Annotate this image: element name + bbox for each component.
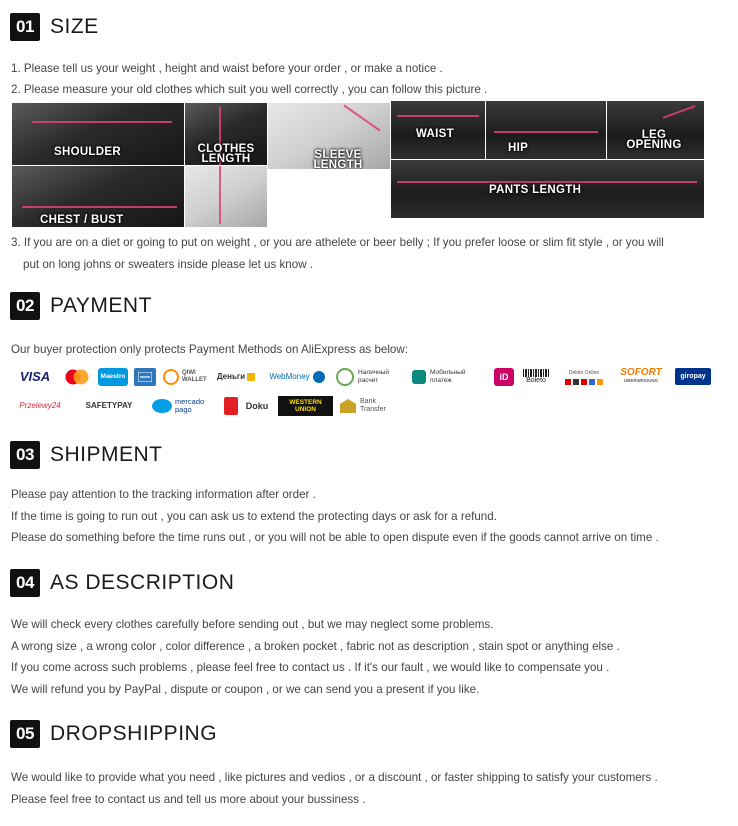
boleto-label: Boleto <box>526 377 546 384</box>
photo-label-leg-opening-1: LEG <box>641 129 667 141</box>
mercadopago-logo <box>152 395 218 417</box>
cash-label-2: расчет <box>358 377 379 384</box>
size-line-3b: put on long johns or sweaters inside please let us know . <box>23 258 314 271</box>
debito-label: Débito Online <box>568 370 600 376</box>
sofort-logo <box>616 366 666 388</box>
shipment-line-2: If the time is going to run out , you can ask us to extend the protecting days or ask for a refund. <box>11 510 497 523</box>
dropshipping-line-2: Please feel free to contact us and tell us more about your bussiness . <box>11 793 366 806</box>
przelewy-logo: Przelewy24 <box>19 401 61 410</box>
photo-clothes-length <box>185 103 267 165</box>
description-line-1: We will check every clothes carefully before sending out , but we may neglect some problems. <box>11 618 494 631</box>
photo-sleeve-length <box>268 103 390 169</box>
photo-waist <box>391 101 485 159</box>
bank-transfer-logo <box>340 395 400 417</box>
section-number: 03 <box>10 441 40 469</box>
amex-logo <box>134 368 156 386</box>
photo-label-shoulder: SHOULDER <box>54 146 121 158</box>
section-title: SIZE <box>50 15 99 38</box>
cash-icon <box>336 368 354 386</box>
western-union-logo <box>278 396 333 416</box>
shipment-line-3: Please do something before the time runs out , or you will not be able to open dispute even if the goods cannot arrive on time . <box>11 531 659 544</box>
qiwi-icon <box>163 369 179 385</box>
photo-label-waist: WAIST <box>416 128 454 140</box>
dropshipping-line-1: We would like to provide what you need , like pictures and vedios , or a discount , or faster shipping to satisfy your customers . <box>11 771 658 784</box>
size-line-3a: 3. If you are on a diet or going to put on weight , or you are athelete or beer belly ; If you prefer loose or slim fit style , or you will <box>11 236 664 249</box>
bank-icon <box>340 399 356 413</box>
section-title: SHIPMENT <box>50 443 163 466</box>
section-header-description <box>10 569 234 597</box>
mercado-label-2: pago <box>175 405 192 414</box>
bank-label-1: Bank <box>360 398 376 405</box>
mobile-label-2: платеж <box>430 377 452 384</box>
description-line-2: A wrong size , a wrong color , color difference , a broken pocket , fabric not as description , stain spot or anything else . <box>11 640 620 653</box>
section-header-size <box>10 13 99 41</box>
size-line-1: 1. Please tell us your weight , height and waist before your order , or make a notice . <box>11 62 443 75</box>
ideal-logo: iD <box>494 368 514 386</box>
photo-label-sleeve-length-2: LENGTH <box>313 159 363 169</box>
webmoney-logo <box>264 368 330 386</box>
mobile-payment-logo <box>412 366 488 388</box>
photo-clothes-length-back <box>185 166 267 227</box>
photo-label-chest: CHEST / BUST <box>40 214 124 226</box>
safetypay-logo: SAFETYPAY <box>85 401 133 410</box>
description-line-3: If you come across such problems , please feel free to contact us . If it's our fault , we would like to compensate you . <box>11 661 610 674</box>
yandex-label: Деньги <box>216 372 246 381</box>
photo-leg-opening <box>607 101 704 159</box>
mobile-label-1: Мобильный <box>430 369 466 376</box>
section-title: DROPSHIPPING <box>50 722 218 745</box>
section-number: 01 <box>10 13 40 41</box>
description-line-4: We will refund you by PayPal , dispute or coupon , or we can send you a present if you like. <box>11 683 480 696</box>
webmoney-label: WebMoney <box>269 372 310 381</box>
photo-hip <box>486 101 606 159</box>
sofort-sub-label: ÜBERWEISUNG <box>623 378 659 383</box>
maestro-logo: Maestro <box>98 368 128 386</box>
mobile-icon <box>412 370 426 384</box>
debito-online-logo <box>558 366 610 388</box>
qiwi-label-2: WALLET <box>182 377 207 383</box>
size-line-2: 2. Please measure your old clothes which suit you well correctly , you can follow this picture . <box>11 83 488 96</box>
payment-intro: Our buyer protection only protects Payment Methods on AliExpress as below: <box>11 343 408 356</box>
section-header-shipment <box>10 441 163 469</box>
section-title: AS DESCRIPTION <box>50 571 235 594</box>
yandex-icon <box>247 373 255 381</box>
sofort-label: SOFORT <box>620 367 662 378</box>
section-header-dropshipping <box>10 720 217 748</box>
photo-label-hip: HIP <box>508 142 529 154</box>
photo-label-clothes-length-2: LENGTH <box>201 153 251 165</box>
photo-chest <box>12 166 184 227</box>
handshake-icon <box>152 399 172 413</box>
section-number: 02 <box>10 292 40 320</box>
photo-shoulder <box>12 103 184 165</box>
qiwi-label-1: QIWI <box>182 370 196 376</box>
yandex-money-logo <box>215 368 257 386</box>
section-number: 04 <box>10 569 40 597</box>
doku-logo: Doku <box>245 401 269 411</box>
western-label-1: WESTERN <box>289 399 322 406</box>
photo-label-leg-opening-2: OPENING <box>626 139 682 151</box>
qiwi-logo <box>163 366 209 388</box>
giropay-logo: giropay <box>675 368 711 385</box>
boleto-logo <box>520 366 552 388</box>
shipment-line-1: Please pay attention to the tracking information after order . <box>11 488 316 501</box>
bank-label-2: Transfer <box>360 406 386 413</box>
mercado-label-1: mercado <box>175 397 205 406</box>
cash-logo <box>336 366 406 388</box>
visa-logo: VISA <box>19 369 51 384</box>
bank-card-icon <box>224 397 238 415</box>
barcode-icon <box>523 369 549 377</box>
western-label-2: UNION <box>295 406 316 413</box>
bank-icons <box>565 379 603 385</box>
globe-icon <box>313 371 325 383</box>
photo-label-sleeve-length-1: SLEEVE <box>314 149 362 161</box>
cash-label-1: Наличный <box>358 369 390 376</box>
section-title: PAYMENT <box>50 294 152 317</box>
mastercard-logo <box>62 368 92 386</box>
photo-label-clothes-length-1: CLOTHES <box>197 143 255 155</box>
section-number: 05 <box>10 720 40 748</box>
photo-label-pants-length: PANTS LENGTH <box>489 184 582 196</box>
section-header-payment <box>10 292 152 320</box>
photo-pants-length <box>391 160 704 218</box>
